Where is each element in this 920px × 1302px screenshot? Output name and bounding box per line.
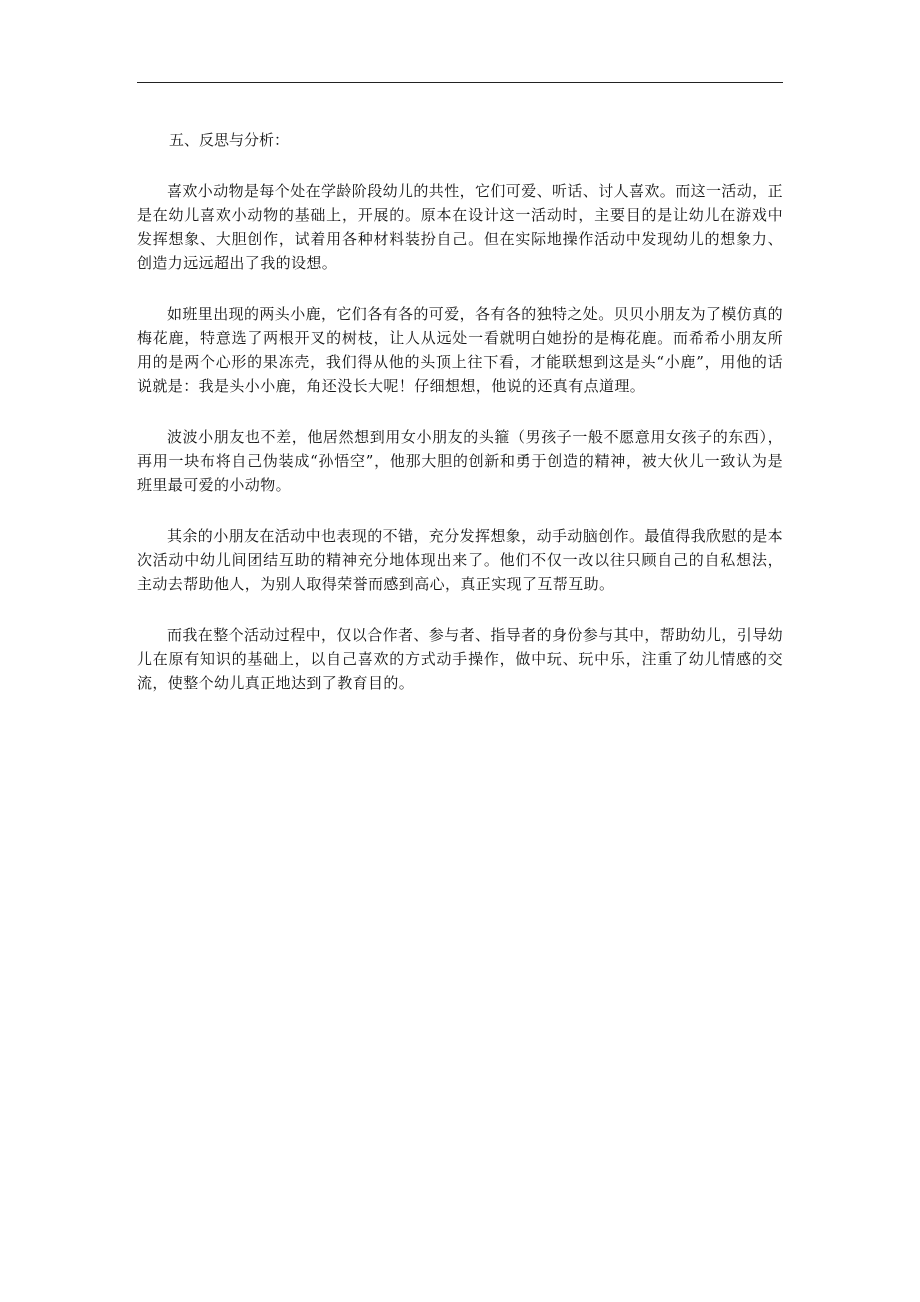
paragraph-2: 如班里出现的两头小鹿，它们各有各的可爱，各有各的独特之处。贝贝小朋友为了模仿真的梅花鹿，特意选了两根开叉的树枝，让人从远处一看就明白她扮的是梅花鹿。而希希小朋友所用的是两个心形的果冻壳，我们得从他的头顶上往下看，才能联想到这是头“小鹿”，用他的话说就是：我是头小小鹿，角还没长大呢！仔细想想，他说的还真有点道理。: [137, 305, 784, 395]
paragraph-4: 其余的小朋友在活动中也表现的不错，充分发挥想象，动手动脑创作。最值得我欣慰的是本次活动中幼儿间团结互助的精神充分地体现出来了。他们不仅一改以往只顾自己的自私想法，主动去帮助他人，为别人取得荣誉而感到高心，真正实现了互帮互助。: [137, 527, 784, 593]
header-rule: [137, 82, 783, 83]
section-heading: 五、反思与分析：: [169, 131, 290, 149]
paragraph-3: 波波小朋友也不差，他居然想到用女小朋友的头箍（男孩子一般不愿意用女孩子的东西），再用一块布将自己伪装成“孙悟空”，他那大胆的创新和勇于创造的精神，被大伙儿一致认为是班里最可爱的小动物。: [137, 428, 783, 494]
paragraph-1: 喜欢小动物是每个处在学龄阶段幼儿的共性，它们可爱、听话、讨人喜欢。而这一活动，正是在幼儿喜欢小动物的基础上，开展的。原本在设计这一活动时，主要目的是让幼儿在游戏中发挥想象、大胆创作，试着用各种材料装扮自己。但在实际地操作活动中发现幼儿的想象力、创造力远远超出了我的设想。: [137, 182, 784, 272]
document-body: [137, 128, 783, 695]
paragraph-5: 而我在整个活动过程中，仅以合作者、参与者、指导者的身份参与其中，帮助幼儿，引导幼儿在原有知识的基础上，以自己喜欢的方式动手操作，做中玩、玩中乐，注重了幼儿情感的交流，使整个幼儿真正地达到了教育目的。: [137, 626, 784, 692]
